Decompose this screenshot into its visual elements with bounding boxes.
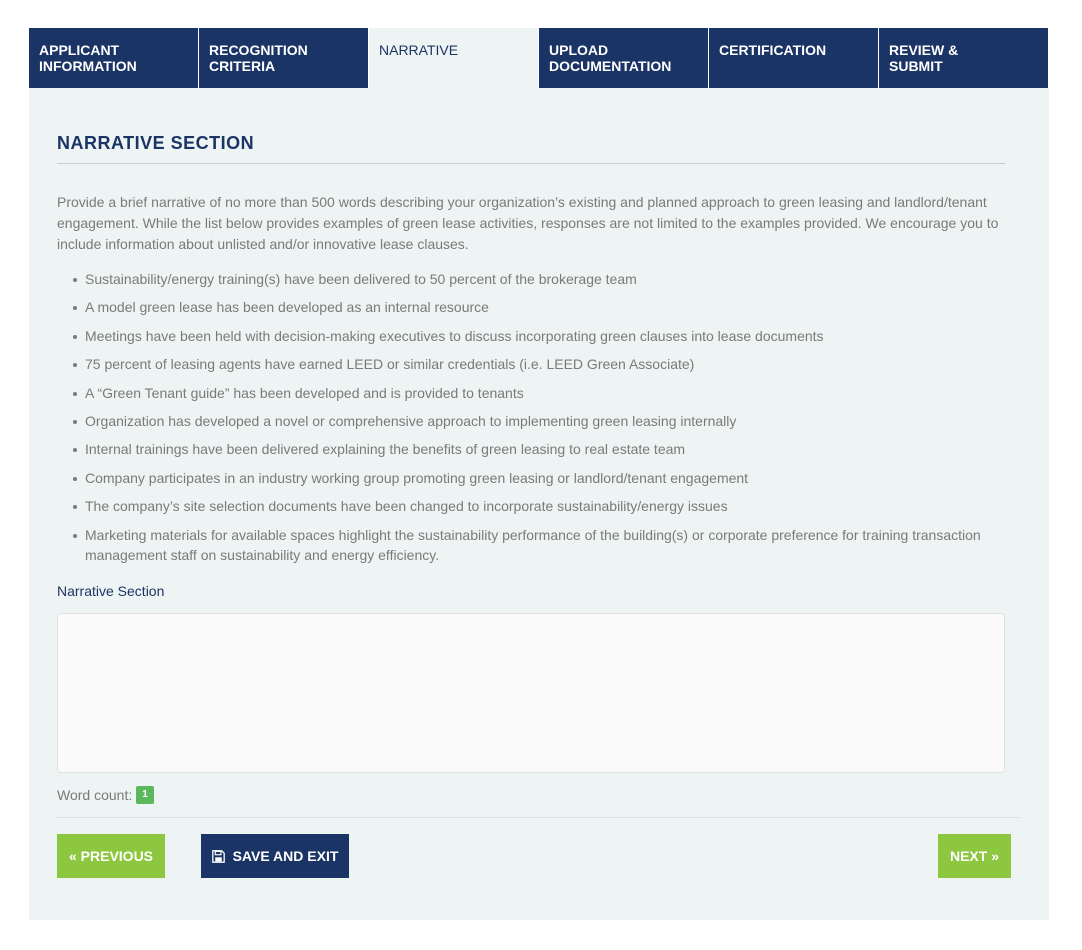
floppy-disk-icon <box>212 850 225 863</box>
tab-applicant-information[interactable]: APPLICANT INFORMATION <box>29 28 199 88</box>
next-button-label: NEXT » <box>949 848 999 864</box>
list-item: 75 percent of leasing agents have earned LEED or similar credentials (i.e. LEED Green Associate) <box>57 354 1007 374</box>
previous-button[interactable] <box>57 834 165 878</box>
tab-narrative[interactable]: NARRATIVE <box>369 28 539 88</box>
step-tabs <box>29 28 1048 88</box>
tab-recognition-criteria[interactable]: RECOGNITION CRITERIA <box>199 28 369 88</box>
list-item: A “Green Tenant guide” has been developed and is provided to tenants <box>57 383 1007 403</box>
previous-button-label: « PREVIOUS <box>68 848 154 864</box>
list-item: Company participates in an industry working group promoting green leasing or landlord/tenant engagement <box>57 468 1007 488</box>
actions-divider <box>57 817 1020 818</box>
next-button[interactable] <box>938 834 1011 878</box>
list-item: Organization has developed a novel or comprehensive approach to implementing green leasing internally <box>57 411 1007 431</box>
list-item: The company’s site selection documents have been changed to incorporate sustainability/energy issues <box>57 496 1007 516</box>
list-item: Meetings have been held with decision-making executives to discuss incorporating green clauses into lease documents <box>57 326 1007 346</box>
tab-upload-documentation[interactable]: UPLOAD DOCUMENTATION <box>539 28 709 88</box>
word-count-label: Word count: <box>57 787 133 803</box>
intro-paragraph: Provide a brief narrative of no more than 500 words describing your organization’s existing and planned approach to green leasing and landlord/tenant engagement. While the list below provides examples of green lease activities, responses are not limited to the examples provided. We encourage you to include information about unlisted and/or innovative lease clauses. <box>57 194 999 252</box>
save-and-exit-button[interactable] <box>201 834 349 878</box>
tab-certification[interactable]: CERTIFICATION <box>709 28 879 88</box>
section-title: NARRATIVE SECTION <box>57 133 255 153</box>
narrative-panel <box>29 88 1049 920</box>
example-activities-list <box>57 269 1007 573</box>
list-item: Internal trainings have been delivered explaining the benefits of green leasing to real estate team <box>57 439 1007 459</box>
list-item: A model green lease has been developed as an internal resource <box>57 297 1007 317</box>
narrative-field-label: Narrative Section <box>57 583 165 599</box>
list-item: Marketing materials for available spaces highlight the sustainability performance of the building(s) or corporate preference for training transaction management staff on sustainability and energy efficiency. <box>57 525 1007 565</box>
list-item: Sustainability/energy training(s) have been delivered to 50 percent of the brokerage team <box>57 269 1007 289</box>
title-divider <box>57 163 1005 164</box>
narrative-textarea[interactable] <box>57 613 1005 773</box>
word-count <box>57 786 154 804</box>
save-and-exit-label: SAVE AND EXIT <box>232 848 339 864</box>
word-count-badge: 1 <box>136 786 154 804</box>
tab-review-submit[interactable]: REVIEW & SUBMIT <box>879 28 1048 88</box>
